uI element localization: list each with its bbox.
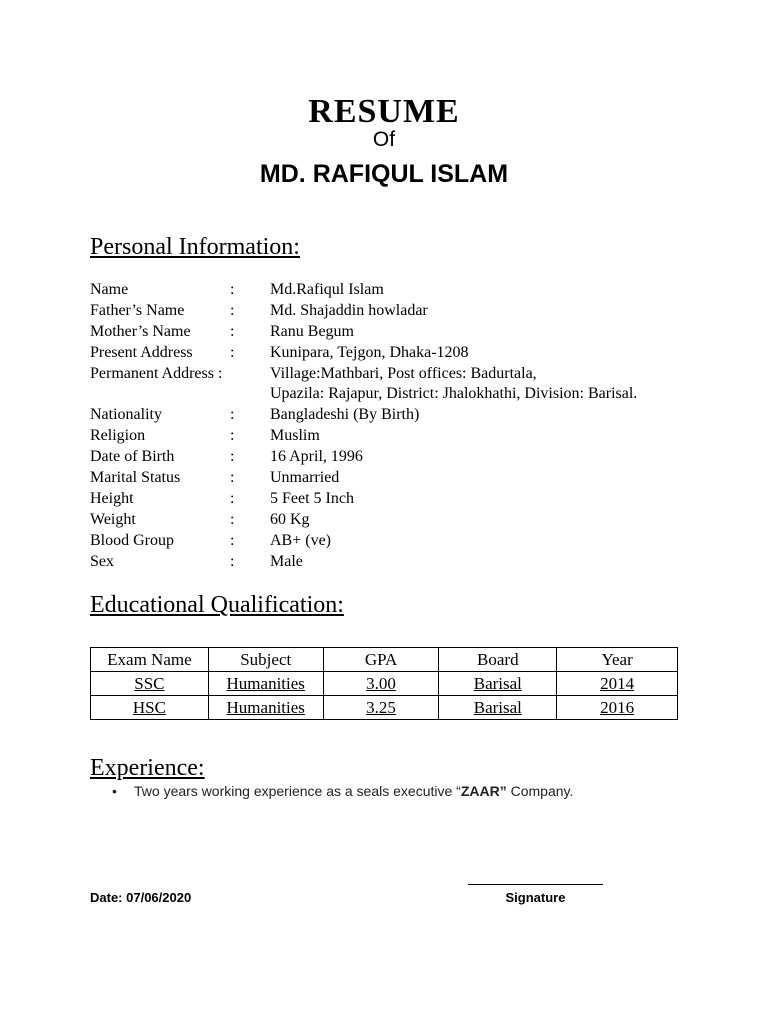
info-label: Name <box>90 281 129 298</box>
experience-text: Two years working experience as a seals executive “ <box>134 783 461 799</box>
info-row-height <box>90 489 730 509</box>
table-row <box>91 696 678 720</box>
info-value: 5 Feet 5 Inch <box>270 490 354 507</box>
date-label: Date: 07/06/2020 <box>90 890 192 905</box>
info-label: Mother’s Name <box>90 323 191 340</box>
resume-of-label: Of <box>372 128 396 151</box>
info-row-marital-status <box>90 468 730 488</box>
column-header: Subject <box>208 648 323 672</box>
info-row-permanent-address <box>90 364 730 384</box>
info-value: Ranu Begum <box>270 323 354 340</box>
table-row <box>91 672 678 696</box>
info-separator: : <box>230 532 235 549</box>
personal-info-heading: Personal Information: <box>90 234 300 260</box>
info-label: Weight <box>90 511 136 528</box>
table-header-row <box>91 648 678 672</box>
resume-title: RESUME <box>308 93 460 130</box>
column-header: Exam Name <box>91 648 209 672</box>
table-cell: 2014 <box>557 672 678 696</box>
info-separator: : <box>230 469 235 486</box>
info-separator: : <box>230 323 235 340</box>
info-label: Height <box>90 490 134 507</box>
permanent-address-continuation: Upazila: Rajapur, District: Jhalokhathi, Division: Barisal. <box>270 385 638 402</box>
info-label: Marital Status <box>90 469 181 486</box>
info-label: Sex <box>90 553 114 570</box>
info-label: Religion <box>90 427 146 444</box>
person-name: MD. RAFIQUL ISLAM <box>259 160 509 188</box>
info-separator: : <box>230 302 235 319</box>
info-separator: : <box>230 511 235 528</box>
table-cell: HSC <box>91 696 209 720</box>
info-separator: : <box>230 553 235 570</box>
info-label: Father’s Name <box>90 302 185 319</box>
info-label: Date of Birth <box>90 448 175 465</box>
info-separator: : <box>230 281 235 298</box>
info-row-nationality <box>90 405 730 425</box>
experience-item <box>112 782 573 800</box>
info-value: Md.Rafiqul Islam <box>270 281 384 298</box>
experience-heading: Experience: <box>90 755 205 781</box>
info-value: Md. Shajaddin howladar <box>270 302 428 319</box>
info-value: 60 Kg <box>270 511 310 528</box>
info-value: Muslim <box>270 427 320 444</box>
table-cell: Barisal <box>439 696 557 720</box>
column-header: GPA <box>323 648 439 672</box>
table-cell: Humanities <box>208 672 323 696</box>
education-table <box>90 647 678 720</box>
info-label: Nationality <box>90 406 162 423</box>
info-row-present-address <box>90 343 730 363</box>
bullet-icon: • <box>112 783 117 799</box>
experience-company: ZAAR” <box>460 783 507 799</box>
table-cell: 2016 <box>557 696 678 720</box>
info-row-name <box>90 280 730 300</box>
table-cell: SSC <box>91 672 209 696</box>
info-label: Present Address <box>90 344 193 361</box>
info-row-mother <box>90 322 730 342</box>
table-cell: Humanities <box>208 696 323 720</box>
info-value: AB+ (ve) <box>270 532 332 549</box>
info-row-sex <box>90 552 730 572</box>
info-separator: : <box>230 406 235 423</box>
info-row-weight <box>90 510 730 530</box>
info-label: Permanent Address : <box>90 365 223 382</box>
signature-line <box>468 884 603 885</box>
info-row-blood-group <box>90 531 730 551</box>
info-value: Unmarried <box>270 469 340 486</box>
info-row-religion <box>90 426 730 446</box>
table-cell: 3.00 <box>323 672 439 696</box>
table-cell: Barisal <box>439 672 557 696</box>
table-cell: 3.25 <box>323 696 439 720</box>
column-header: Board <box>439 648 557 672</box>
info-value: Kunipara, Tejgon, Dhaka-1208 <box>270 344 469 361</box>
info-value: Village:Mathbari, Post offices: Badurtala, <box>270 365 537 382</box>
info-separator: : <box>230 448 235 465</box>
info-separator: : <box>230 427 235 444</box>
education-heading: Educational Qualification: <box>90 592 344 618</box>
info-value: Male <box>270 553 303 570</box>
info-row-father <box>90 301 730 321</box>
experience-text-end: Company. <box>506 783 574 799</box>
info-row-dob <box>90 447 730 467</box>
info-value: Bangladeshi (By Birth) <box>270 406 420 423</box>
info-label: Blood Group <box>90 532 174 549</box>
info-separator: : <box>230 490 235 507</box>
column-header: Year <box>557 648 678 672</box>
info-value: 16 April, 1996 <box>270 448 363 465</box>
info-separator: : <box>230 344 235 361</box>
signature-label: Signature <box>505 890 566 905</box>
